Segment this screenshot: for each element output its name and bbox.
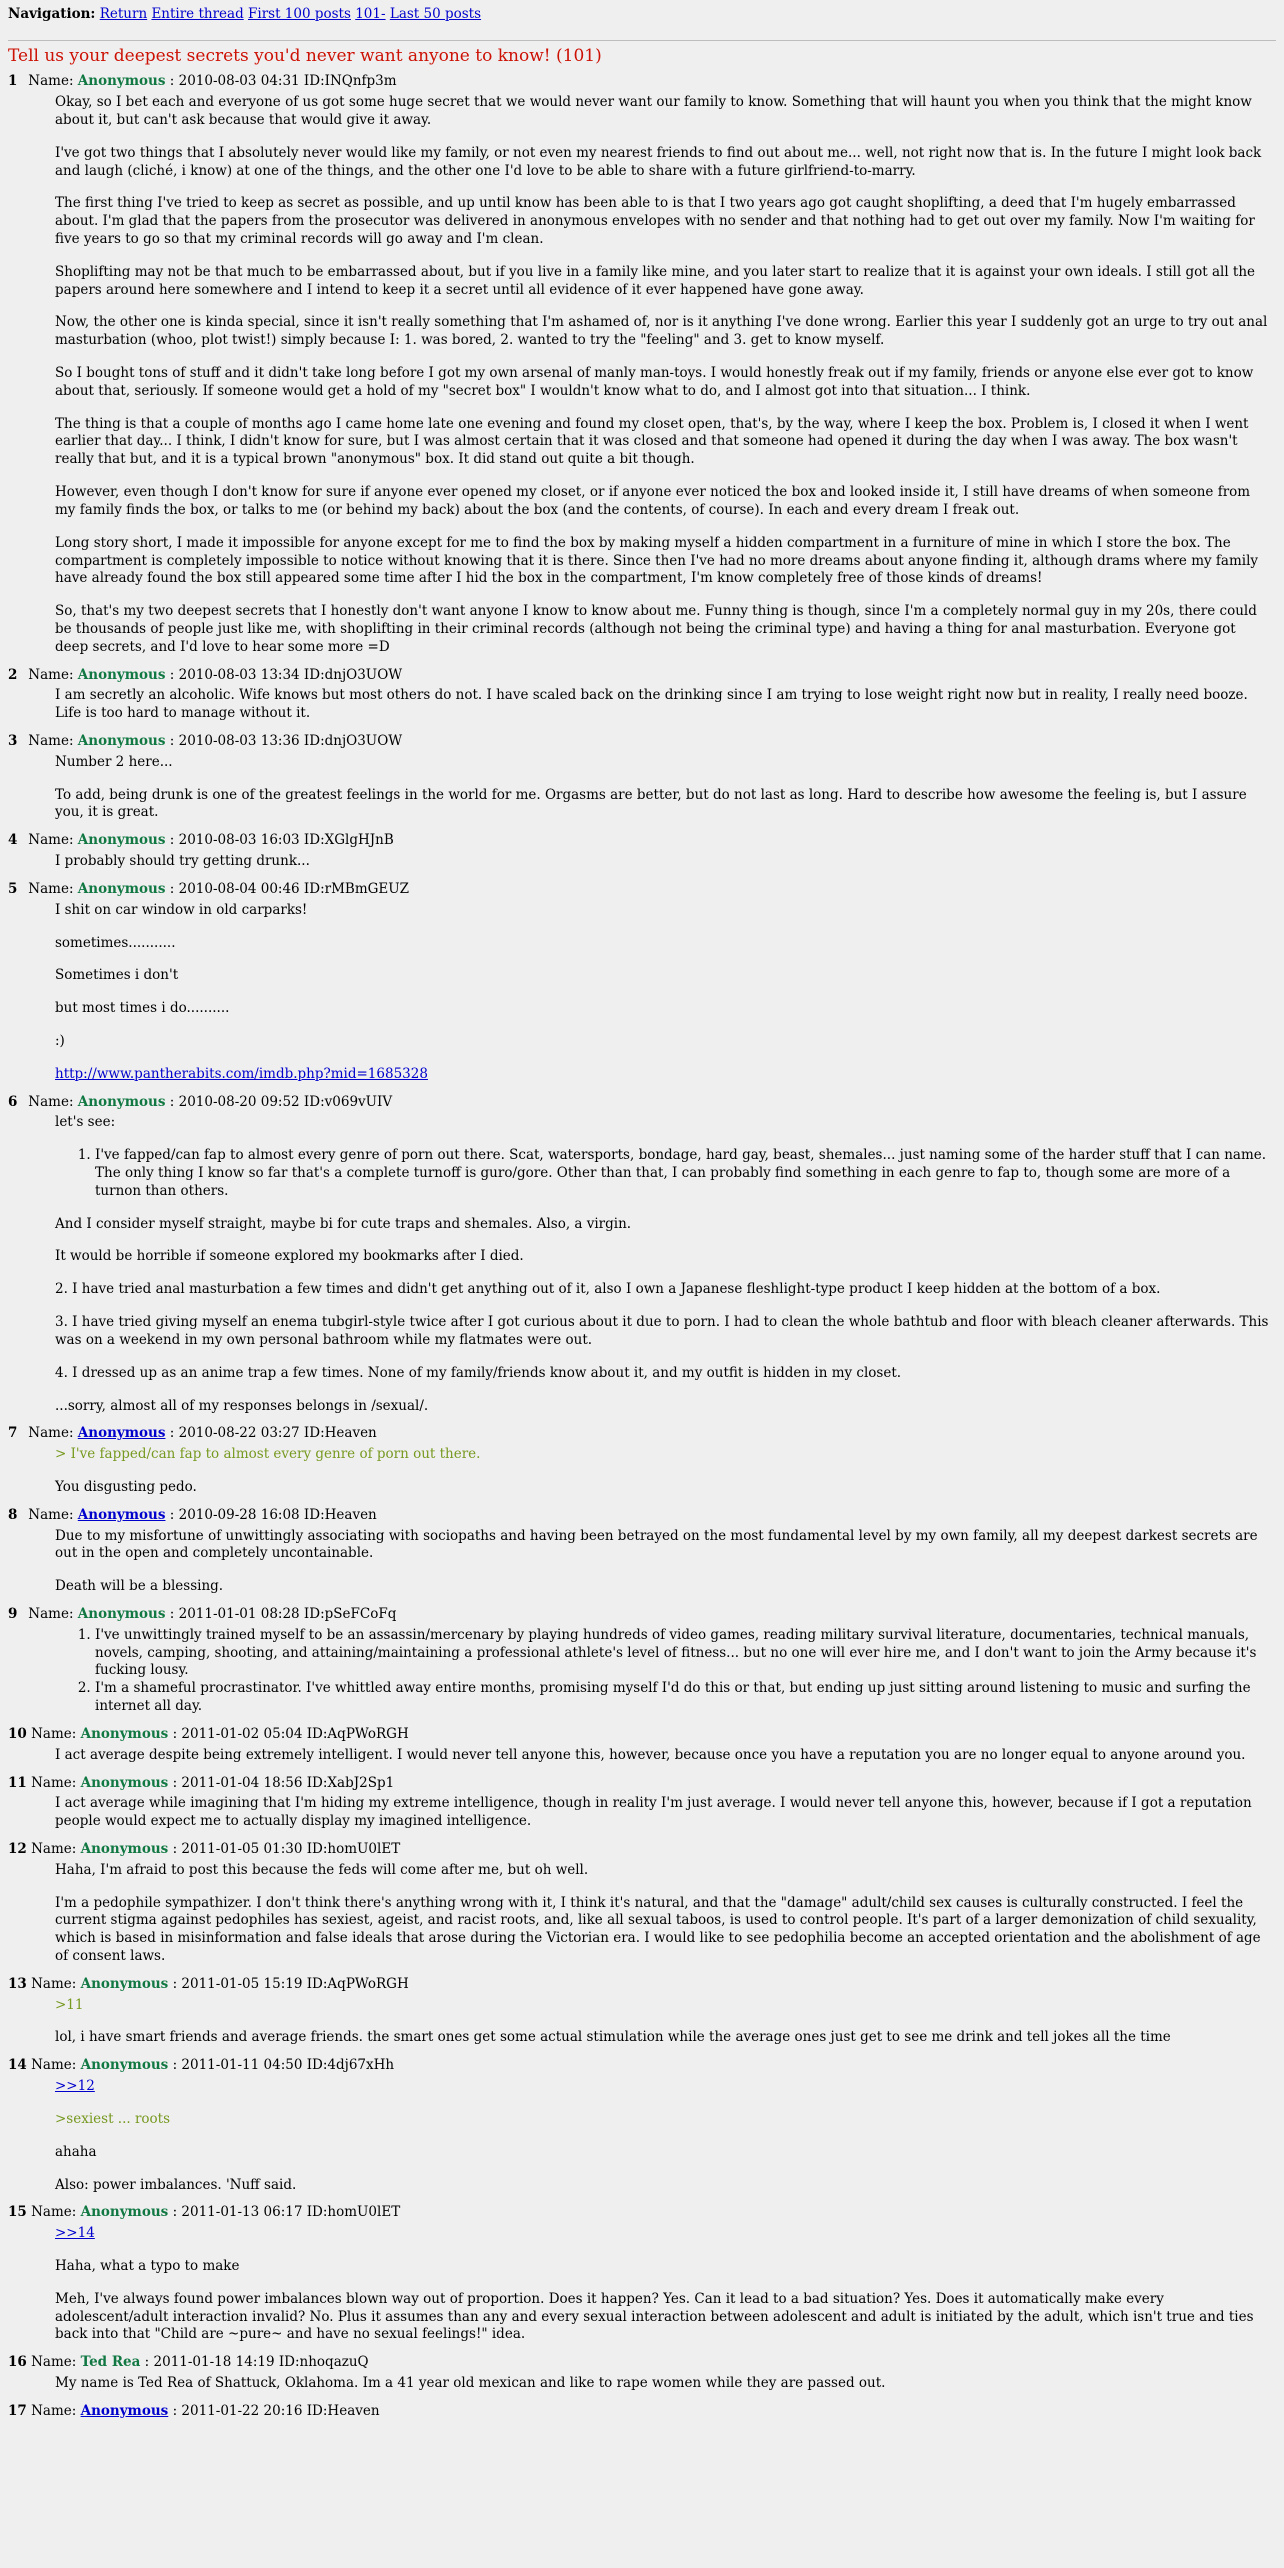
post-meta: : 2011-01-02 05:04 ID:AqPWoRGH bbox=[172, 1725, 409, 1742]
post bbox=[8, 73, 1276, 656]
name-label: Name: bbox=[31, 1774, 77, 1791]
post-body bbox=[55, 1627, 1270, 1716]
poster-name: Anonymous bbox=[77, 1606, 166, 1622]
poster-name: Ted Rea bbox=[80, 2354, 141, 2371]
navigation-label: Navigation: bbox=[8, 6, 96, 22]
post-paragraph: You disgusting pedo. bbox=[55, 1478, 197, 1495]
poster-name: Anonymous bbox=[77, 73, 166, 90]
post-number[interactable]: 12 bbox=[8, 1840, 27, 1857]
post-paragraph: lol, i have smart friends and average friends. the smart ones get some actual stimulation while the average ones just get to see me drink and tell jokes all the time bbox=[55, 2029, 1171, 2046]
post bbox=[8, 1606, 1276, 1716]
post-body bbox=[55, 2078, 1270, 2194]
post-meta: : 2010-08-22 03:27 ID:Heaven bbox=[169, 1425, 377, 1442]
post bbox=[8, 1094, 1276, 1416]
poster-name-link[interactable]: Anonymous bbox=[80, 2402, 169, 2419]
post-body bbox=[55, 687, 1270, 723]
thread-title: Tell us your deepest secrets you'd never want anyone to know! (101) bbox=[8, 45, 602, 66]
nav-link-entire-thread[interactable]: Entire thread bbox=[151, 6, 244, 22]
post-number[interactable]: 2 bbox=[8, 666, 18, 683]
post-paragraph: I am secretly an alcoholic. Wife knows but most others do not. I have scaled back on the drinking since I am trying to lose weight right now but in reality, I really need booze. Life is too hard to manage without it. bbox=[55, 687, 1248, 722]
post bbox=[8, 832, 1276, 871]
post-body bbox=[55, 1795, 1270, 1831]
post-meta: : 2011-01-01 08:28 ID:pSeFCoFq bbox=[169, 1606, 397, 1622]
post-paragraph: So, that's my two deepest secrets that I honestly don't want anyone I know to know about me. Funny thing is though, since I'm a completely normal guy in my 20s, there could be thousands of people just like me, with shoplifting in their criminal records (although not being the criminal type) and having a thing for anal masturbation. Everyone got deep secrets, and I'd love to hear some more =D bbox=[55, 603, 1257, 655]
poster-name: Anonymous bbox=[80, 1725, 169, 1742]
post-meta: : 2011-01-22 20:16 ID:Heaven bbox=[172, 2402, 380, 2419]
quote-text: > I've fapped/can fap to almost every genre of porn out there. bbox=[55, 1446, 481, 1463]
post-paragraph: 2. I have tried anal masturbation a few times and didn't get anything out of it, also I own a Japanese fleshlight-type product I keep hidden at the bottom of a box. bbox=[55, 1281, 1161, 1298]
post-header bbox=[8, 1507, 1276, 1525]
nav-link-101[interactable]: 101- bbox=[355, 6, 386, 22]
post-header bbox=[8, 1841, 1276, 1859]
post bbox=[8, 2403, 1276, 2421]
post-meta: : 2011-01-04 18:56 ID:XabJ2Sp1 bbox=[172, 1774, 395, 1791]
list-item: 2. I'm a shameful procrastinator. I've whittled away entire months, promising myself I'd do this or that, but ending up just sitting around listening to music and surfing the internet all day. bbox=[95, 1680, 1270, 1716]
navigation-bar bbox=[8, 6, 1276, 24]
post bbox=[8, 1976, 1276, 2047]
post-header bbox=[8, 73, 1276, 91]
poster-name: Anonymous bbox=[80, 2057, 169, 2074]
name-label: Name: bbox=[28, 880, 74, 897]
post bbox=[8, 1507, 1276, 1596]
name-label: Name: bbox=[28, 73, 74, 90]
post-paragraph: 4. I dressed up as an anime trap a few times. None of my family/friends know about it, and my outfit is hidden in my closet. bbox=[55, 1364, 902, 1381]
poster-name: Anonymous bbox=[77, 1093, 166, 1110]
post-meta: : 2010-08-03 13:34 ID:dnjO3UOW bbox=[169, 666, 403, 683]
post-paragraph: Shoplifting may not be that much to be embarrassed about, but if you live in a family like mine, and you later start to realize that it is against your own ideals. I still got all the papers around here somewhere and I intend to keep it a secret until all evidence of it ever happened have gone away. bbox=[55, 263, 1256, 298]
post-body bbox=[55, 853, 1270, 871]
post-paragraph: let's see: bbox=[55, 1114, 116, 1131]
post-meta: : 2011-01-13 06:17 ID:homU0lET bbox=[172, 2204, 401, 2221]
post bbox=[8, 2354, 1276, 2393]
post bbox=[8, 2057, 1276, 2194]
post-paragraph: sometimes........... bbox=[55, 934, 176, 951]
post-number[interactable]: 14 bbox=[8, 2057, 27, 2074]
post-body bbox=[55, 1528, 1270, 1596]
post-meta: : 2011-01-11 04:50 ID:4dj67xHh bbox=[172, 2057, 395, 2074]
post-paragraph: :) bbox=[55, 1032, 65, 1049]
poster-name: Anonymous bbox=[80, 1840, 169, 1857]
post-meta: : 2011-01-18 14:19 ID:nhoqazuQ bbox=[144, 2354, 369, 2371]
post-header bbox=[8, 1425, 1276, 1443]
post bbox=[8, 667, 1276, 723]
external-link[interactable]: http://www.pantherabits.com/imdb.php?mid=1685328 bbox=[55, 1065, 428, 1082]
post-number[interactable]: 1 bbox=[8, 73, 18, 90]
post-number[interactable]: 5 bbox=[8, 880, 18, 897]
post-meta: : 2010-08-03 16:03 ID:XGlgHJnB bbox=[169, 832, 394, 849]
poster-name: Anonymous bbox=[77, 880, 166, 897]
post-paragraph: I'm a pedophile sympathizer. I don't think there's anything wrong with it, I think it's natural, and that the "damage" adult/child sex causes is culturally constructed. I feel the current stigma against pedophiles has sexiest, ageist, and racist roots, and, like all sexual taboos, is used to control people. It's part of a larger demonization of child sexuality, which is based in misinformation and false ideals that arose during the Victorian era. I would like to see pedophilia become an accepted orientation and the abolishment of age of consent laws. bbox=[55, 1894, 1261, 1964]
poster-name: Anonymous bbox=[80, 1774, 169, 1791]
name-label: Name: bbox=[28, 1425, 74, 1442]
post-meta: : 2010-09-28 16:08 ID:Heaven bbox=[169, 1506, 377, 1523]
reply-link[interactable]: >>14 bbox=[55, 2225, 95, 2242]
poster-name: Anonymous bbox=[77, 832, 166, 849]
nav-link-first-100[interactable]: First 100 posts bbox=[248, 6, 351, 22]
post-number[interactable]: 13 bbox=[8, 1975, 27, 1992]
post-paragraph: To add, being drunk is one of the greatest feelings in the world for me. Orgasms are better, but do not last as long. Hard to describe how awesome the feeling is, but I assure you, it is great. bbox=[55, 786, 1247, 821]
post-body bbox=[55, 94, 1270, 657]
post-number[interactable]: 8 bbox=[8, 1506, 18, 1523]
reply-link[interactable]: >>12 bbox=[55, 2078, 95, 2095]
post-number[interactable]: 7 bbox=[8, 1425, 18, 1442]
post-number[interactable]: 4 bbox=[8, 832, 18, 849]
poster-name-link[interactable]: Anonymous bbox=[77, 1506, 166, 1523]
post-meta: : 2011-01-05 15:19 ID:AqPWoRGH bbox=[172, 1975, 409, 1992]
post-meta: : 2011-01-05 01:30 ID:homU0lET bbox=[172, 1840, 401, 1857]
list-item: 1. I've fapped/can fap to almost every genre of porn out there. Scat, watersports, bondage, hard gay, beast, shemales... just naming some of the harder stuff that I can name. The only thing I know so far that's a complete turnoff is guro/gore. Other than that, I can probably find something in each genre to fap to, though some are more of a turnon than others. bbox=[95, 1147, 1270, 1200]
post-number[interactable]: 15 bbox=[8, 2204, 27, 2221]
post-paragraph: So I bought tons of stuff and it didn't take long before I got my own arsenal of manly man-toys. I would honestly freak out if my family, friends or anyone else ever got to know about that, seriously. If someone would get a hold of my "secret box" I wouldn't know what to do, and I almost got into that situation... I think. bbox=[55, 365, 1254, 399]
name-label: Name: bbox=[28, 832, 74, 849]
post-paragraph: And I consider myself straight, maybe bi for cute traps and shemales. Also, a virgin. bbox=[55, 1215, 632, 1232]
post-body bbox=[55, 902, 1270, 1084]
name-label: Name: bbox=[28, 666, 74, 683]
reply-line bbox=[55, 2078, 1270, 2096]
post-paragraph: The first thing I've tried to keep as secret as possible, and up until know has been able to is that I two years ago got caught shoplifting, a deed that I'm hugely embarrassed about. I'm glad that the papers from the prosecutor was delivered in anonymous envelopes with no sender and that nothing had to get out over my family. Now I'm waiting for five years to go so that my criminal records will go away and I'm clean. bbox=[55, 195, 1255, 247]
post-paragraph: Also: power imbalances. 'Nuff said. bbox=[55, 2176, 297, 2193]
post-paragraph: The thing is that a couple of months ago I came home late one evening and found my closet open, that's, by the way, where I keep the box. Problem is, I closed it when I went earlier that day... I think, I didn't know for sure, but I was almost certain that it was closed and that someone had opened it during the day when I was away. The box wasn't really that but, and it is a typical brown "anonymous" box. It did stand out quite a bit though. bbox=[55, 415, 1249, 468]
post-number[interactable]: 6 bbox=[8, 1093, 18, 1110]
post-header bbox=[8, 667, 1276, 685]
poster-name: Anonymous bbox=[80, 1975, 169, 1992]
post-header bbox=[8, 1976, 1276, 1994]
post-paragraph: Death will be a blessing. bbox=[55, 1578, 224, 1595]
divider bbox=[8, 40, 1276, 41]
post-body bbox=[55, 1446, 1270, 1497]
post-paragraph: but most times i do.......... bbox=[55, 1000, 230, 1017]
post-paragraph: 3. I have tried giving myself an enema tubgirl-style twice after I got curious about it due to porn. I had to clean the whole bathtub and floor with bleach cleaner afterwards. This was on a weekend in my own personal bathroom while my flatmates were out. bbox=[55, 1314, 1269, 1348]
post bbox=[8, 1775, 1276, 1831]
post-meta: : 2010-08-20 09:52 ID:v069vUIV bbox=[169, 1093, 393, 1110]
post-header bbox=[8, 2204, 1276, 2222]
post-paragraph: I've got two things that I absolutely never would like my family, or not even my nearest friends to find out about me... well, not right now that is. In the future I might look back and laugh (cliché, i know) at one of the things, and the other one I'd love to be able to share with a future girlfriend-to-marry. bbox=[55, 144, 1262, 179]
post bbox=[8, 1726, 1276, 1765]
post-paragraph: Number 2 here... bbox=[55, 753, 173, 770]
post-paragraph: Long story short, I made it impossible for anyone except for me to find the box by making myself a hidden compartment in a furniture of mine in which I store the box. The compartment is completely impossible to notice without knowing that it is there. Since then I've had no more dreams about anyone finding it, although drams where my family have already found the box still appeared some time after I hid the box in the compartment, I'm know completely free of those kinds of dreams! bbox=[55, 534, 1259, 587]
post-paragraph: Now, the other one is kinda special, since it isn't really something that I'm ashamed of, nor is it anything I've done wrong. Earlier this year I suddenly got an urge to try out anal masturbation (whoo, plot twist!) simply because I: 1. was bored, 2. wanted to try the "feeling" and 3. get to know myself. bbox=[55, 314, 1268, 349]
post-header bbox=[8, 2354, 1276, 2372]
post-paragraph: Sometimes i don't bbox=[55, 967, 179, 984]
post-paragraph: However, even though I don't know for sure if anyone ever opened my closet, or if anyone ever noticed the box and looked inside it, I still have dreams of when someone from my family finds the box, or talks to me (or behind my back) about the box (and the contents, of course). In each and every dream I freak out. bbox=[55, 484, 1251, 518]
post-number[interactable]: 16 bbox=[8, 2354, 27, 2371]
post-number[interactable]: 17 bbox=[8, 2402, 27, 2419]
post bbox=[8, 2204, 1276, 2344]
post bbox=[8, 1425, 1276, 1496]
quote-text: >sexiest ... roots bbox=[55, 2110, 171, 2127]
post bbox=[8, 733, 1276, 822]
poster-name-link[interactable]: Anonymous bbox=[77, 1425, 166, 1442]
poster-name: Anonymous bbox=[80, 2204, 169, 2221]
post-header bbox=[8, 2057, 1276, 2075]
name-label: Name: bbox=[31, 1840, 77, 1857]
post-paragraph: Meh, I've always found power imbalances blown way out of proportion. Does it happen? Yes. Can it lead to a bad situation? Yes. Does it automatically make every adolescent/adult interaction invalid? No. Plus it assumes than any and every sexual interaction between adolescent and adult is initiated by the adult, which isn't true and ties back into that "Child are ~pure~ and have no sexual feelings!" idea. bbox=[55, 2290, 1254, 2343]
post-body bbox=[55, 1747, 1270, 1765]
post-paragraph: I probably should try getting drunk... bbox=[55, 853, 310, 870]
post-paragraph: I act average despite being extremely intelligent. I would never tell anyone this, however, because once you have a reputation you are no longer equal to anyone around you. bbox=[55, 1746, 1246, 1763]
quote-text: >11 bbox=[55, 1996, 84, 2013]
post-list-items bbox=[55, 1627, 1270, 1716]
poster-name: Anonymous bbox=[77, 733, 166, 749]
post-paragraph: ...sorry, almost all of my responses belongs in /sexual/. bbox=[55, 1397, 429, 1414]
reply-line bbox=[55, 2225, 1270, 2243]
post-body bbox=[55, 754, 1270, 822]
post-header bbox=[8, 1726, 1276, 1744]
post-paragraph: ahaha bbox=[55, 2143, 97, 2160]
name-label: Name: bbox=[31, 2354, 77, 2371]
poster-name: Anonymous bbox=[77, 666, 166, 683]
post-header bbox=[8, 1606, 1276, 1624]
list-item: 1. I've unwittingly trained myself to be an assassin/mercenary by playing hundreds of video games, reading military survival literature, documentaries, technical manuals, novels, camping, shooting, and attaining/maintaining a professional athlete's level of fitness... but no one will ever hire me, and I don't want to join the Army because it's fucking lousy. bbox=[95, 1627, 1270, 1680]
post-header bbox=[8, 832, 1276, 850]
name-label: Name: bbox=[28, 733, 74, 749]
post-body bbox=[55, 1862, 1270, 1966]
name-label: Name: bbox=[28, 1093, 74, 1110]
name-label: Name: bbox=[31, 1975, 77, 1992]
post-paragraph: Haha, what a typo to make bbox=[55, 2257, 240, 2274]
post-number[interactable]: 9 bbox=[8, 1606, 18, 1622]
post-paragraph: Haha, I'm afraid to post this because the feds will come after me, but oh well. bbox=[55, 1861, 589, 1878]
post bbox=[8, 881, 1276, 1084]
post-meta: : 2010-08-03 13:36 ID:dnjO3UOW bbox=[169, 733, 403, 749]
post-meta: : 2010-08-03 04:31 ID:INQnfp3m bbox=[169, 73, 397, 90]
post bbox=[8, 1841, 1276, 1966]
name-label: Name: bbox=[31, 2204, 77, 2221]
post-number[interactable]: 3 bbox=[8, 733, 18, 749]
post-header bbox=[8, 1094, 1276, 1112]
post-header bbox=[8, 733, 1276, 751]
post-list-items bbox=[55, 1147, 1270, 1200]
post-body bbox=[55, 1114, 1270, 1415]
name-label: Name: bbox=[28, 1606, 74, 1622]
post-paragraph: Due to my misfortune of unwittingly associating with sociopaths and having been betrayed on the most fundamental level by my own family, all my deepest darkest secrets are out in the open and completely uncontainable. bbox=[55, 1527, 1258, 1562]
post-header bbox=[8, 1775, 1276, 1793]
link-line bbox=[55, 1066, 1270, 1084]
post-body bbox=[55, 2375, 1270, 2393]
name-label: Name: bbox=[31, 2057, 77, 2074]
nav-link-return[interactable]: Return bbox=[99, 6, 148, 22]
post-header bbox=[8, 2403, 1276, 2421]
post-number[interactable]: 10 bbox=[8, 1725, 27, 1742]
post-paragraph: I act average while imagining that I'm hiding my extreme intelligence, though in reality I'm just average. I would never tell anyone this, however, because if I got a reputation people would expect me to actually display my imagined intelligence. bbox=[55, 1795, 1252, 1830]
post-meta: : 2010-08-04 00:46 ID:rMBmGEUZ bbox=[169, 880, 410, 897]
name-label: Name: bbox=[28, 1506, 74, 1523]
post-body bbox=[55, 1997, 1270, 2048]
name-label: Name: bbox=[31, 1725, 77, 1742]
post-paragraph: I shit on car window in old carparks! bbox=[55, 901, 308, 918]
post-paragraph: My name is Ted Rea of Shattuck, Oklahoma. Im a 41 year old mexican and like to rape women while they are passed out. bbox=[55, 2375, 886, 2391]
post-paragraph: Okay, so I bet each and everyone of us got some huge secret that we would never want our family to know. Something that will haunt you when you think that the might know about it, but can't ask because that would give it away. bbox=[55, 94, 1252, 128]
post-body bbox=[55, 2225, 1270, 2344]
post-list bbox=[8, 73, 1276, 2420]
name-label: Name: bbox=[31, 2402, 77, 2419]
nav-link-last-50[interactable]: Last 50 posts bbox=[389, 6, 482, 22]
post-number[interactable]: 11 bbox=[8, 1774, 27, 1791]
post-paragraph: It would be horrible if someone explored my bookmarks after I died. bbox=[55, 1248, 524, 1265]
post-header bbox=[8, 881, 1276, 899]
